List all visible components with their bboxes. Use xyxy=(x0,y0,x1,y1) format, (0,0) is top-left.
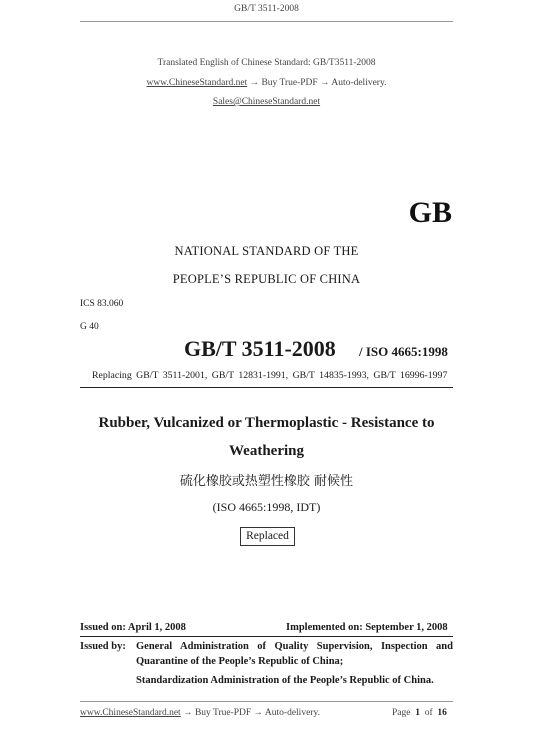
site-link[interactable]: www.ChineseStandard.net xyxy=(146,78,248,88)
page-of: of xyxy=(424,708,433,718)
page-number: 1 xyxy=(415,708,420,718)
national-standard-line1: NATIONAL STANDARD OF THE xyxy=(174,244,359,258)
title-chinese: 硫化橡胶或热塑性橡胶 耐候性 xyxy=(179,474,354,489)
purchase-text: → Buy True-PDF → Auto-delivery. xyxy=(247,78,387,88)
issuer1-line1: General Administration of Quality Supervision, Inspection and xyxy=(136,641,453,652)
ics-code: ICS 83.060 xyxy=(80,299,124,309)
standard-number: GB/T 3511-2008 xyxy=(184,336,336,361)
issuance-rule xyxy=(80,636,453,637)
iso-equivalent: / ISO 4665:1998 xyxy=(359,344,448,359)
running-header: GB/T 3511-2008 xyxy=(234,4,299,14)
issued-on: Issued on: April 1, 2008 xyxy=(80,622,186,633)
email-line xyxy=(0,97,533,107)
footer-site-link[interactable]: www.ChineseStandard.net xyxy=(80,708,181,718)
footer-purchase xyxy=(80,708,320,718)
national-standard-line2: PEOPLE’S REPUBLIC OF CHINA xyxy=(172,272,361,286)
footer-purchase-text: → Buy True-PDF → Auto-delivery. xyxy=(180,708,320,718)
page-label: Page xyxy=(392,708,411,718)
page-total: 16 xyxy=(437,708,447,718)
implemented-on: Implemented on: September 1, 2008 xyxy=(286,622,448,633)
purchase-line xyxy=(0,78,533,88)
translation-notice: Translated English of Chinese Standard: GB/T3511-2008 xyxy=(157,58,376,68)
issuer1-line2: Quarantine of the People’s Republic of China; xyxy=(136,656,344,667)
email-link[interactable]: Sales@ChineseStandard.net xyxy=(212,97,321,107)
replacing-note: Replacing GB/T 3511-2001, GB/T 12831-1991, GB/T 14835-1993, GB/T 16996-1997 xyxy=(92,370,448,381)
standard-rule xyxy=(80,387,453,388)
title-line1: Rubber, Vulcanized or Thermoplastic - Resistance to xyxy=(98,415,435,431)
status-badge: Replaced xyxy=(240,527,295,546)
group-code: G 40 xyxy=(80,322,99,332)
iso-idt: (ISO 4665:1998, IDT) xyxy=(212,500,321,514)
page-indicator xyxy=(392,708,447,718)
issued-by-label: Issued by: xyxy=(80,641,126,652)
gb-mark: GB xyxy=(408,196,452,229)
issuer2: Standardization Administration of the People’s Republic of China. xyxy=(136,675,434,686)
title-line2: Weathering xyxy=(229,443,304,459)
header-rule xyxy=(80,21,453,22)
footer-rule xyxy=(80,701,453,702)
